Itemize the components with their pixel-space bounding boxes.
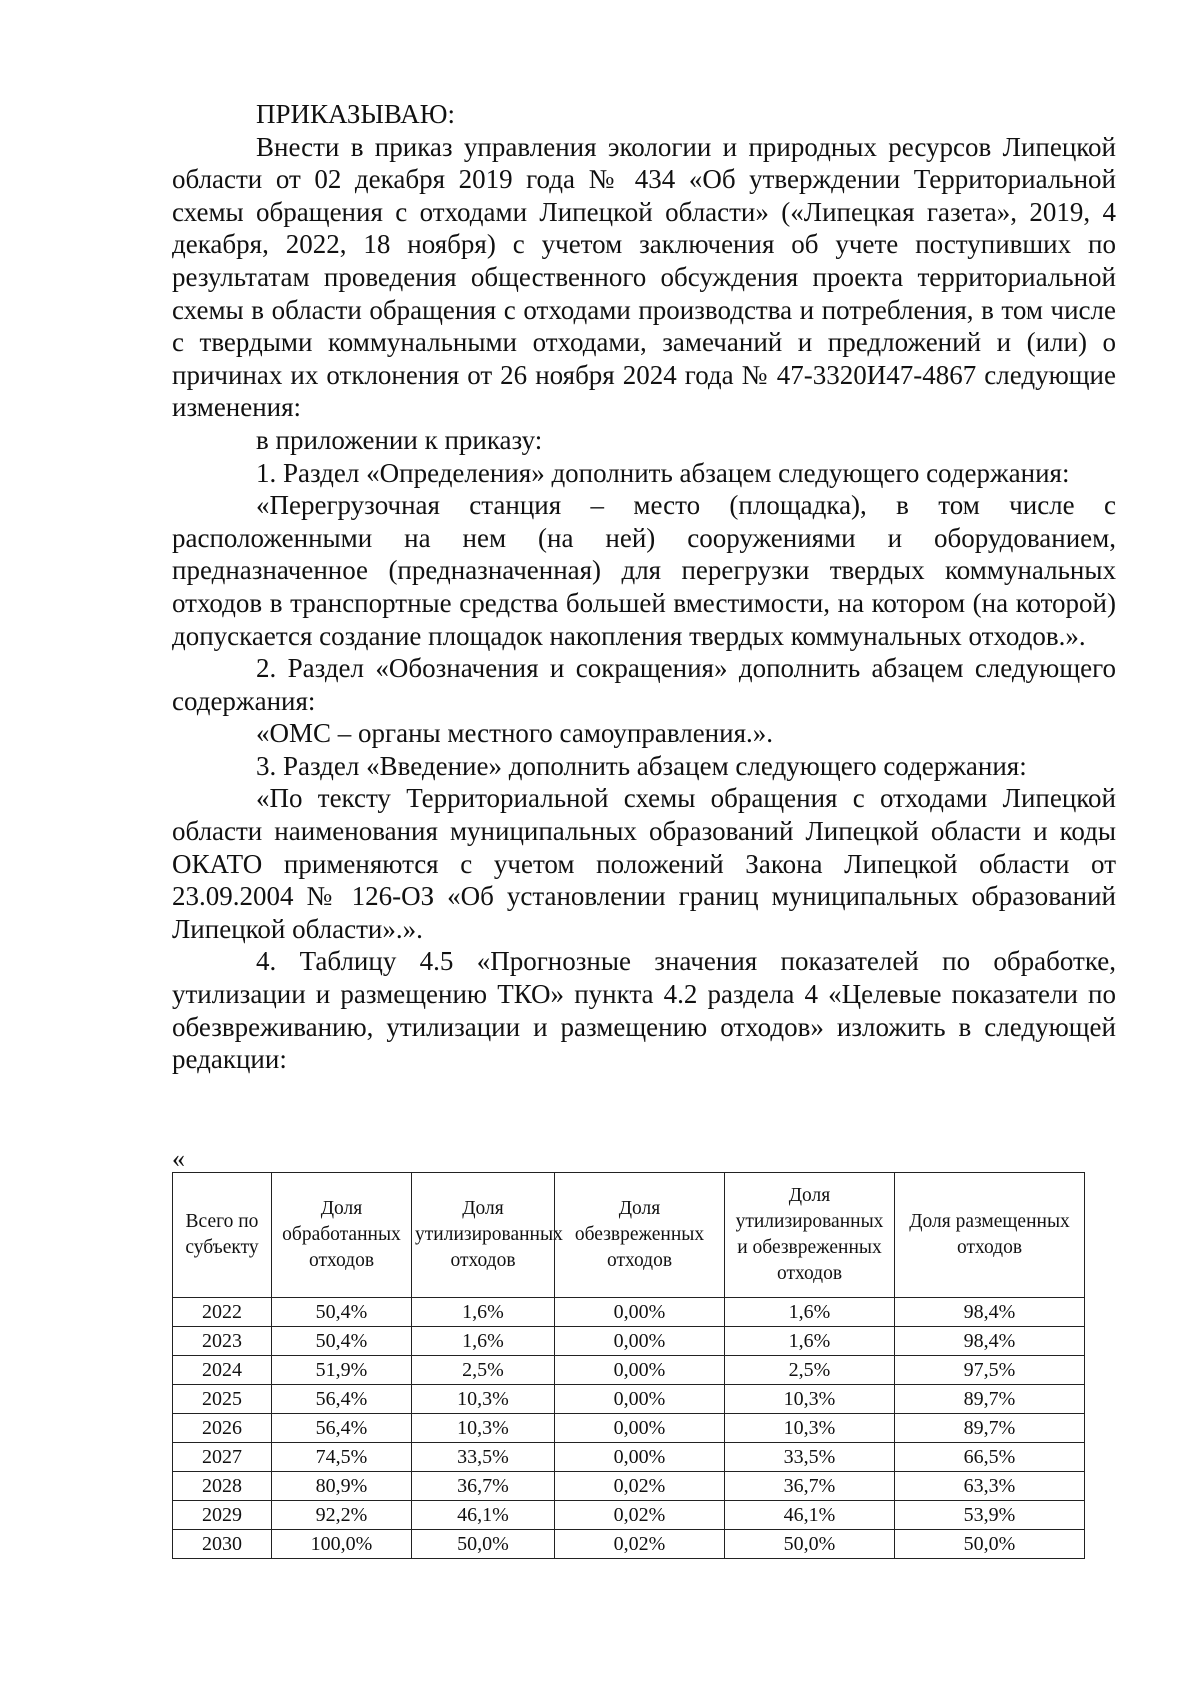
header-utilized-neutralized: Доля утилизированных и обезвреженных отходов	[725, 1173, 895, 1298]
table-row	[173, 1414, 1085, 1443]
order-heading: ПРИКАЗЫВАЮ:	[256, 99, 455, 129]
cell-year: 2029	[173, 1501, 272, 1530]
cell-year: 2027	[173, 1443, 272, 1472]
cell-processed: 50,4%	[272, 1298, 412, 1327]
cell-utilized-neutralized: 1,6%	[725, 1298, 895, 1327]
cell-neutralized: 0,00%	[555, 1298, 725, 1327]
cell-disposed: 89,7%	[895, 1385, 1085, 1414]
table-header	[173, 1173, 1085, 1298]
cell-neutralized: 0,00%	[555, 1385, 725, 1414]
table-open-quote: «	[172, 1144, 185, 1173]
cell-utilized-neutralized: 10,3%	[725, 1414, 895, 1443]
table-row	[173, 1472, 1085, 1501]
table-row	[173, 1356, 1085, 1385]
cell-processed: 80,9%	[272, 1472, 412, 1501]
cell-utilized: 50,0%	[412, 1530, 555, 1559]
cell-year: 2028	[173, 1472, 272, 1501]
cell-neutralized: 0,02%	[555, 1472, 725, 1501]
cell-neutralized: 0,02%	[555, 1501, 725, 1530]
cell-utilized-neutralized: 46,1%	[725, 1501, 895, 1530]
cell-year: 2025	[173, 1385, 272, 1414]
cell-disposed: 97,5%	[895, 1356, 1085, 1385]
item-3-quote-paragraph: «По тексту Территориальной схемы обращения с отходами Липецкой области наименования муниципальных образований Липецкой области и коды ОКАТО применяются с учетом положений Закона Липецкой области от 23.09.2004 № 126-ОЗ «Об установлении границ муниципальных образований Липецкой области».».	[172, 783, 1116, 944]
cell-utilized-neutralized: 50,0%	[725, 1530, 895, 1559]
cell-utilized: 1,6%	[412, 1298, 555, 1327]
cell-utilized-neutralized: 2,5%	[725, 1356, 895, 1385]
cell-utilized: 46,1%	[412, 1501, 555, 1530]
cell-neutralized: 0,00%	[555, 1327, 725, 1356]
cell-disposed: 98,4%	[895, 1298, 1085, 1327]
item-2-paragraph: 2. Раздел «Обозначения и сокращения» дополнить абзацем следующего содержания:	[172, 653, 1116, 716]
table-row	[173, 1530, 1085, 1559]
table-row	[173, 1327, 1085, 1356]
item-3-paragraph: 3. Раздел «Введение» дополнить абзацем следующего содержания:	[256, 750, 1027, 781]
header-utilized: Доля утилизированных отходов	[412, 1173, 555, 1298]
cell-year: 2024	[173, 1356, 272, 1385]
item-4-paragraph: 4. Таблицу 4.5 «Прогнозные значения показателей по обработке, утилизации и размещению ТКО» пункта 4.2 раздела 4 «Целевые показатели по обезвреживанию, утилизации и размещению отходов» изложить в следующей редакции:	[172, 946, 1116, 1075]
cell-processed: 92,2%	[272, 1501, 412, 1530]
cell-processed: 56,4%	[272, 1414, 412, 1443]
cell-utilized: 2,5%	[412, 1356, 555, 1385]
cell-disposed: 50,0%	[895, 1530, 1085, 1559]
cell-utilized-neutralized: 10,3%	[725, 1385, 895, 1414]
cell-neutralized: 0,00%	[555, 1356, 725, 1385]
cell-disposed: 53,9%	[895, 1501, 1085, 1530]
cell-utilized: 10,3%	[412, 1385, 555, 1414]
header-processed: Доля обработанных отходов	[272, 1173, 412, 1298]
item-1-quote-paragraph: «Перегрузочная станция – место (площадка), в том числе с расположенными на нем (на ней) сооружениями и оборудованием, предназначенное (предназначенная) для перегрузки твердых коммунальных отходов в транспортные средства большей вместимости, на котором (на которой) допускается создание площадок накопления твердых коммунальных отходов.».	[172, 490, 1116, 651]
cell-utilized-neutralized: 1,6%	[725, 1327, 895, 1356]
cell-disposed: 63,3%	[895, 1472, 1085, 1501]
cell-disposed: 66,5%	[895, 1443, 1085, 1472]
appendix-paragraph: в приложении к приказу:	[256, 424, 543, 455]
table-row	[173, 1501, 1085, 1530]
cell-processed: 51,9%	[272, 1356, 412, 1385]
cell-utilized: 33,5%	[412, 1443, 555, 1472]
cell-processed: 50,4%	[272, 1327, 412, 1356]
table-row	[173, 1385, 1085, 1414]
header-disposed: Доля размещенных отходов	[895, 1173, 1085, 1298]
cell-utilized-neutralized: 36,7%	[725, 1472, 895, 1501]
cell-year: 2026	[173, 1414, 272, 1443]
forecast-table	[172, 1172, 1085, 1559]
item-1-paragraph: 1. Раздел «Определения» дополнить абзацем следующего содержания:	[256, 457, 1070, 488]
header-neutralized: Доля обезвреженных отходов	[555, 1173, 725, 1298]
cell-processed: 56,4%	[272, 1385, 412, 1414]
cell-year: 2022	[173, 1298, 272, 1327]
cell-utilized-neutralized: 33,5%	[725, 1443, 895, 1472]
document-body	[172, 98, 1116, 1076]
intro-paragraph: Внести в приказ управления экологии и природных ресурсов Липецкой области от 02 декабря 2019 года № 434 «Об утверждении Территориальной схемы обращения с отходами Липецкой области» («Липецкая газета», 2019, 4 декабря, 2022, 18 ноября) с учетом заключения об учете поступивших по результатам проведения общественного обсуждения проекта территориальной схемы в области обращения с отходами производства и потребления, в том числе с твердыми коммунальными отходами, замечаний и предложений и (или) о причинах их отклонения от 26 ноября 2024 года № 47-3320И47-4867 следующие изменения:	[172, 131, 1116, 423]
cell-disposed: 98,4%	[895, 1327, 1085, 1356]
cell-disposed: 89,7%	[895, 1414, 1085, 1443]
cell-processed: 100,0%	[272, 1530, 412, 1559]
cell-year: 2023	[173, 1327, 272, 1356]
table-body	[173, 1298, 1085, 1559]
cell-utilized: 1,6%	[412, 1327, 555, 1356]
cell-neutralized: 0,02%	[555, 1530, 725, 1559]
table-header-row	[173, 1173, 1085, 1298]
cell-utilized: 36,7%	[412, 1472, 555, 1501]
header-subject: Всего по субъекту	[173, 1173, 272, 1298]
cell-utilized: 10,3%	[412, 1414, 555, 1443]
table-row	[173, 1443, 1085, 1472]
table-row	[173, 1298, 1085, 1327]
item-2-quote-paragraph: «ОМС – органы местного самоуправления.».	[256, 718, 773, 749]
cell-year: 2030	[173, 1530, 272, 1559]
cell-processed: 74,5%	[272, 1443, 412, 1472]
cell-neutralized: 0,00%	[555, 1414, 725, 1443]
cell-neutralized: 0,00%	[555, 1443, 725, 1472]
